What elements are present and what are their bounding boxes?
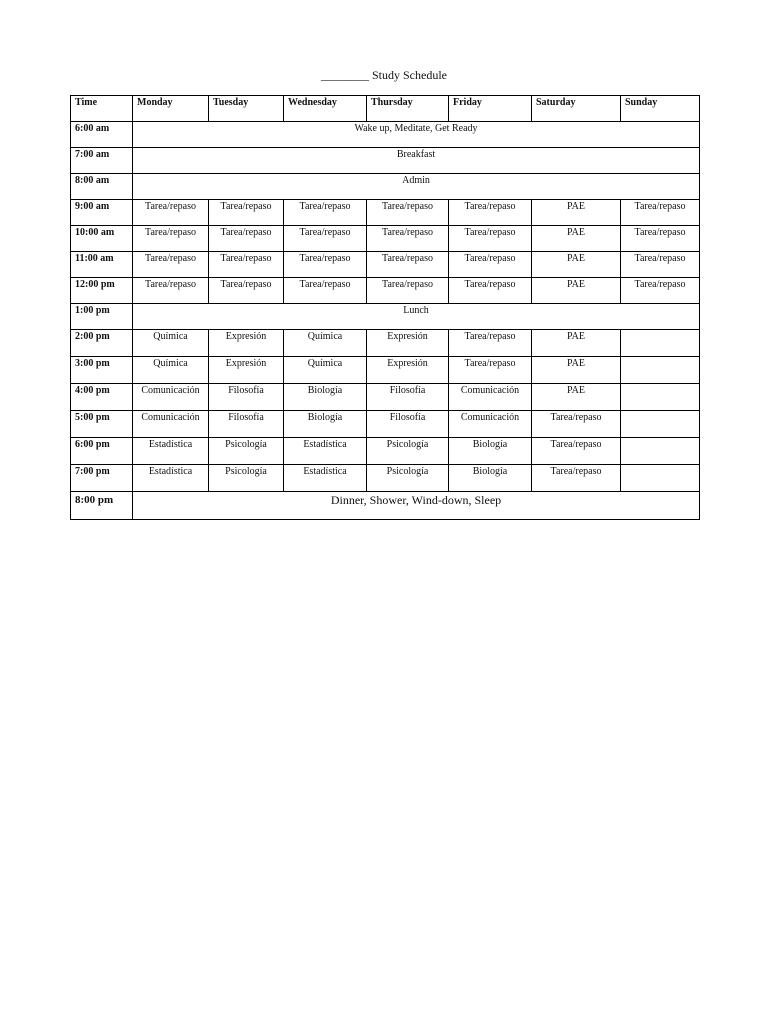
time-cell: 9:00 am xyxy=(71,200,133,226)
activity-cell-monday: Tarea/repaso xyxy=(133,252,209,278)
activity-span-cell: Breakfast xyxy=(133,148,700,174)
activity-cell-sunday: Tarea/repaso xyxy=(621,278,700,304)
activity-cell-monday: Tarea/repaso xyxy=(133,200,209,226)
activity-cell-sunday xyxy=(621,438,700,465)
time-cell: 7:00 am xyxy=(71,148,133,174)
activity-cell-monday: Tarea/repaso xyxy=(133,278,209,304)
activity-cell-wednesday: Tarea/repaso xyxy=(284,200,367,226)
activity-cell-monday: Química xyxy=(133,357,209,384)
activity-cell-wednesday: Tarea/repaso xyxy=(284,226,367,252)
activity-cell-thursday: Filosofía xyxy=(367,384,449,411)
activity-cell-saturday: PAE xyxy=(532,252,621,278)
activity-cell-sunday xyxy=(621,330,700,357)
activity-cell-saturday: PAE xyxy=(532,384,621,411)
activity-cell-monday: Química xyxy=(133,330,209,357)
activity-cell-saturday: PAE xyxy=(532,357,621,384)
header-time: Time xyxy=(71,96,133,122)
time-cell: 10:00 am xyxy=(71,226,133,252)
activity-cell-sunday xyxy=(621,357,700,384)
activity-cell-tuesday: Tarea/repaso xyxy=(209,252,284,278)
time-cell: 6:00 am xyxy=(71,122,133,148)
header-tuesday: Tuesday xyxy=(209,96,284,122)
activity-cell-wednesday: Química xyxy=(284,330,367,357)
activity-cell-tuesday: Tarea/repaso xyxy=(209,200,284,226)
activity-span-cell: Admin xyxy=(133,174,700,200)
page-title: ________ Study Schedule xyxy=(321,68,447,82)
table-row xyxy=(71,438,700,465)
activity-cell-monday: Tarea/repaso xyxy=(133,226,209,252)
table-row xyxy=(71,411,700,438)
activity-cell-monday: Comunicación xyxy=(133,384,209,411)
activity-cell-thursday: Tarea/repaso xyxy=(367,278,449,304)
table-row xyxy=(71,304,700,330)
activity-cell-friday: Tarea/repaso xyxy=(449,200,532,226)
activity-cell-saturday: Tarea/repaso xyxy=(532,465,621,492)
activity-cell-sunday xyxy=(621,411,700,438)
activity-cell-friday: Tarea/repaso xyxy=(449,278,532,304)
table-row xyxy=(71,122,700,148)
activity-cell-saturday: PAE xyxy=(532,226,621,252)
table-row xyxy=(71,465,700,492)
table-row xyxy=(71,226,700,252)
time-cell: 12:00 pm xyxy=(71,278,133,304)
activity-cell-friday: Tarea/repaso xyxy=(449,226,532,252)
table-row xyxy=(71,148,700,174)
activity-cell-tuesday: Expresión xyxy=(209,357,284,384)
activity-cell-wednesday: Química xyxy=(284,357,367,384)
table-row xyxy=(71,252,700,278)
table-row xyxy=(71,278,700,304)
table-row xyxy=(71,174,700,200)
activity-cell-saturday: PAE xyxy=(532,330,621,357)
time-cell: 1:00 pm xyxy=(71,304,133,330)
header-monday: Monday xyxy=(133,96,209,122)
activity-cell-sunday: Tarea/repaso xyxy=(621,252,700,278)
header-friday: Friday xyxy=(449,96,532,122)
activity-cell-monday: Estadística xyxy=(133,438,209,465)
activity-cell-wednesday: Tarea/repaso xyxy=(284,278,367,304)
activity-cell-monday: Comunicación xyxy=(133,411,209,438)
activity-cell-wednesday: Estadística xyxy=(284,465,367,492)
activity-cell-thursday: Tarea/repaso xyxy=(367,226,449,252)
activity-cell-sunday: Tarea/repaso xyxy=(621,200,700,226)
time-cell: 3:00 pm xyxy=(71,357,133,384)
time-cell: 5:00 pm xyxy=(71,411,133,438)
time-cell: 4:00 pm xyxy=(71,384,133,411)
table-row xyxy=(71,357,700,384)
activity-cell-friday: Tarea/repaso xyxy=(449,357,532,384)
activity-cell-thursday: Tarea/repaso xyxy=(367,252,449,278)
activity-cell-thursday: Filosofía xyxy=(367,411,449,438)
table-row xyxy=(71,330,700,357)
activity-cell-wednesday: Tarea/repaso xyxy=(284,252,367,278)
time-cell: 7:00 pm xyxy=(71,465,133,492)
activity-cell-friday: Tarea/repaso xyxy=(449,252,532,278)
header-sunday: Sunday xyxy=(621,96,700,122)
schedule-table xyxy=(70,95,700,520)
time-cell: 8:00 pm xyxy=(71,492,133,520)
activity-cell-tuesday: Psicología xyxy=(209,465,284,492)
activity-cell-tuesday: Tarea/repaso xyxy=(209,226,284,252)
activity-cell-saturday: PAE xyxy=(532,200,621,226)
activity-cell-sunday xyxy=(621,465,700,492)
activity-cell-friday: Comunicación xyxy=(449,411,532,438)
activity-cell-wednesday: Biología xyxy=(284,384,367,411)
activity-cell-friday: Comunicación xyxy=(449,384,532,411)
activity-cell-wednesday: Estadística xyxy=(284,438,367,465)
activity-span-cell: Lunch xyxy=(133,304,700,330)
activity-cell-thursday: Expresión xyxy=(367,330,449,357)
header-saturday: Saturday xyxy=(532,96,621,122)
activity-cell-thursday: Psicología xyxy=(367,465,449,492)
header-wednesday: Wednesday xyxy=(284,96,367,122)
activity-cell-thursday: Tarea/repaso xyxy=(367,200,449,226)
activity-span-cell: Wake up, Meditate, Get Ready xyxy=(133,122,700,148)
activity-cell-tuesday: Filosofía xyxy=(209,411,284,438)
header-thursday: Thursday xyxy=(367,96,449,122)
activity-cell-saturday: Tarea/repaso xyxy=(532,411,621,438)
table-row xyxy=(71,384,700,411)
table-row xyxy=(71,492,700,520)
activity-cell-thursday: Psicología xyxy=(367,438,449,465)
activity-cell-saturday: Tarea/repaso xyxy=(532,438,621,465)
activity-cell-tuesday: Tarea/repaso xyxy=(209,278,284,304)
activity-cell-tuesday: Expresión xyxy=(209,330,284,357)
header-row xyxy=(71,96,700,122)
activity-span-cell: Dinner, Shower, Wind-down, Sleep xyxy=(133,492,700,520)
activity-cell-thursday: Expresión xyxy=(367,357,449,384)
activity-cell-tuesday: Psicología xyxy=(209,438,284,465)
table-row xyxy=(71,200,700,226)
activity-cell-friday: Biología xyxy=(449,438,532,465)
activity-cell-friday: Tarea/repaso xyxy=(449,330,532,357)
time-cell: 2:00 pm xyxy=(71,330,133,357)
activity-cell-sunday: Tarea/repaso xyxy=(621,226,700,252)
activity-cell-friday: Biología xyxy=(449,465,532,492)
activity-cell-saturday: PAE xyxy=(532,278,621,304)
activity-cell-wednesday: Biología xyxy=(284,411,367,438)
activity-cell-sunday xyxy=(621,384,700,411)
time-cell: 6:00 pm xyxy=(71,438,133,465)
activity-cell-monday: Estadística xyxy=(133,465,209,492)
time-cell: 8:00 am xyxy=(71,174,133,200)
time-cell: 11:00 am xyxy=(71,252,133,278)
activity-cell-tuesday: Filosofía xyxy=(209,384,284,411)
